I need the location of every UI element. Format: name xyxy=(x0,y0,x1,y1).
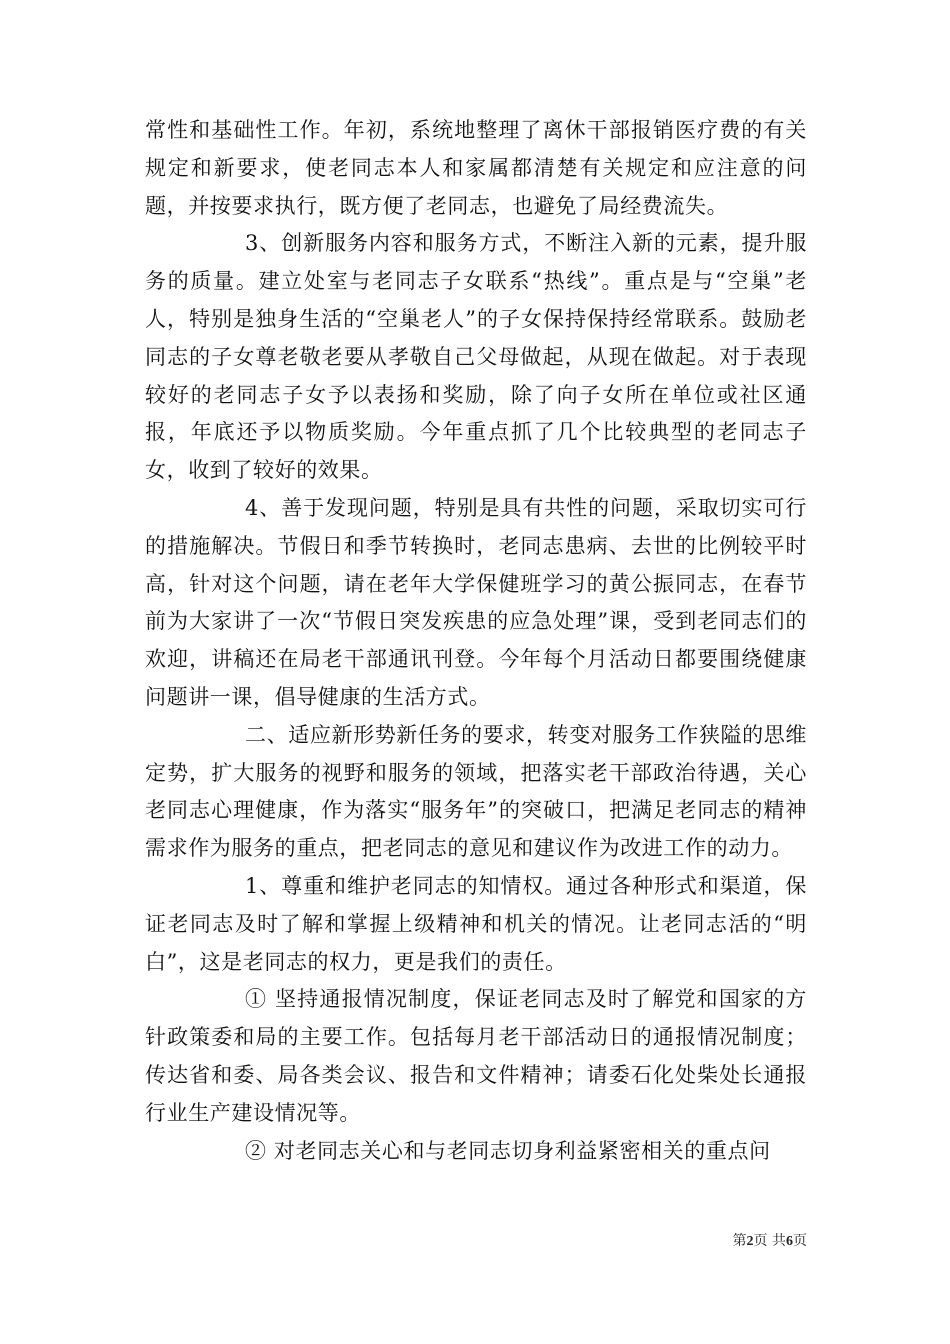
footer-suffix: 页 xyxy=(793,1233,807,1249)
paragraph-section-2: 二、适应新形势新任务的要求，转变对服务工作狭隘的思维定势，扩大服务的视野和服务的领域，把落实老干部政治待遇，关心老同志心理健康，作为落实“服务年”的突破口，把满足老同志的精神需求作为服务的重点，把老同志的意见和建议作为改进工作的动力。 xyxy=(145,722,807,861)
paragraph-continuation: 常性和基础性工作。年初，系统地整理了离休干部报销医疗费的有关规定和新要求，使老同志本人和家属都清楚有关规定和应注意的问题，并按要求执行，既方便了老同志，也避免了局经费流失。 xyxy=(145,118,807,218)
current-page-number: 2 xyxy=(746,1234,754,1249)
footer-prefix: 第 xyxy=(732,1233,747,1249)
document-body xyxy=(145,112,807,1170)
page-footer xyxy=(733,1232,807,1251)
total-pages-number: 6 xyxy=(786,1234,793,1249)
paragraph-item-3: 3、创新服务内容和服务方式，不断注入新的元素，提升服务的质量。建立处室与老同志子女联系“热线”。重点是与“空巢”老人，特别是独身生活的“空巢老人”的子女保持保持经常联系。鼓励老同志的子女尊老敬老要从孝敬自己父母做起，从现在做起。对于表现较好的老同志子女予以表扬和奖励，除了向子女所在单位或社区通报，年底还予以物质奖励。今年重点抓了几个比较典型的老同志子女，收到了较好的效果。 xyxy=(145,231,807,483)
paragraph-item-1: 1、尊重和维护老同志的知情权。通过各种形式和渠道，保证老同志及时了解和掌握上级精神和机关的情况。让老同志活的“明白”，这是老同志的权力，更是我们的责任。 xyxy=(145,873,807,974)
footer-middle: 页 共 xyxy=(753,1233,786,1249)
paragraph-item-4: 4、善于发现问题，特别是具有共性的问题，采取切实可行的措施解决。节假日和季节转换时，老同志患病、去世的比例较平时高，针对这个问题，请在老年大学保健班学习的黄公振同志，在春节前为大家讲了一次“节假日突发疾患的应急处理”课，受到老同志们的欢迎，讲稿还在局老干部通讯刊登。今年每个月活动日都要围绕健康问题讲一课，倡导健康的生活方式。 xyxy=(145,495,807,709)
paragraph-circle-2: ② 对老同志关心和与老同志切身利益紧密相关的重点问 xyxy=(245,1138,771,1163)
paragraph-circle-1: ① 坚持通报情况制度，保证老同志及时了解党和国家的方针政策委和局的主要工作。包括每月老干部活动日的通报情况制度；传达省和委、局各类会议、报告和文件精神；请委石化处柴处长通报行业生产建设情况等。 xyxy=(145,987,807,1125)
